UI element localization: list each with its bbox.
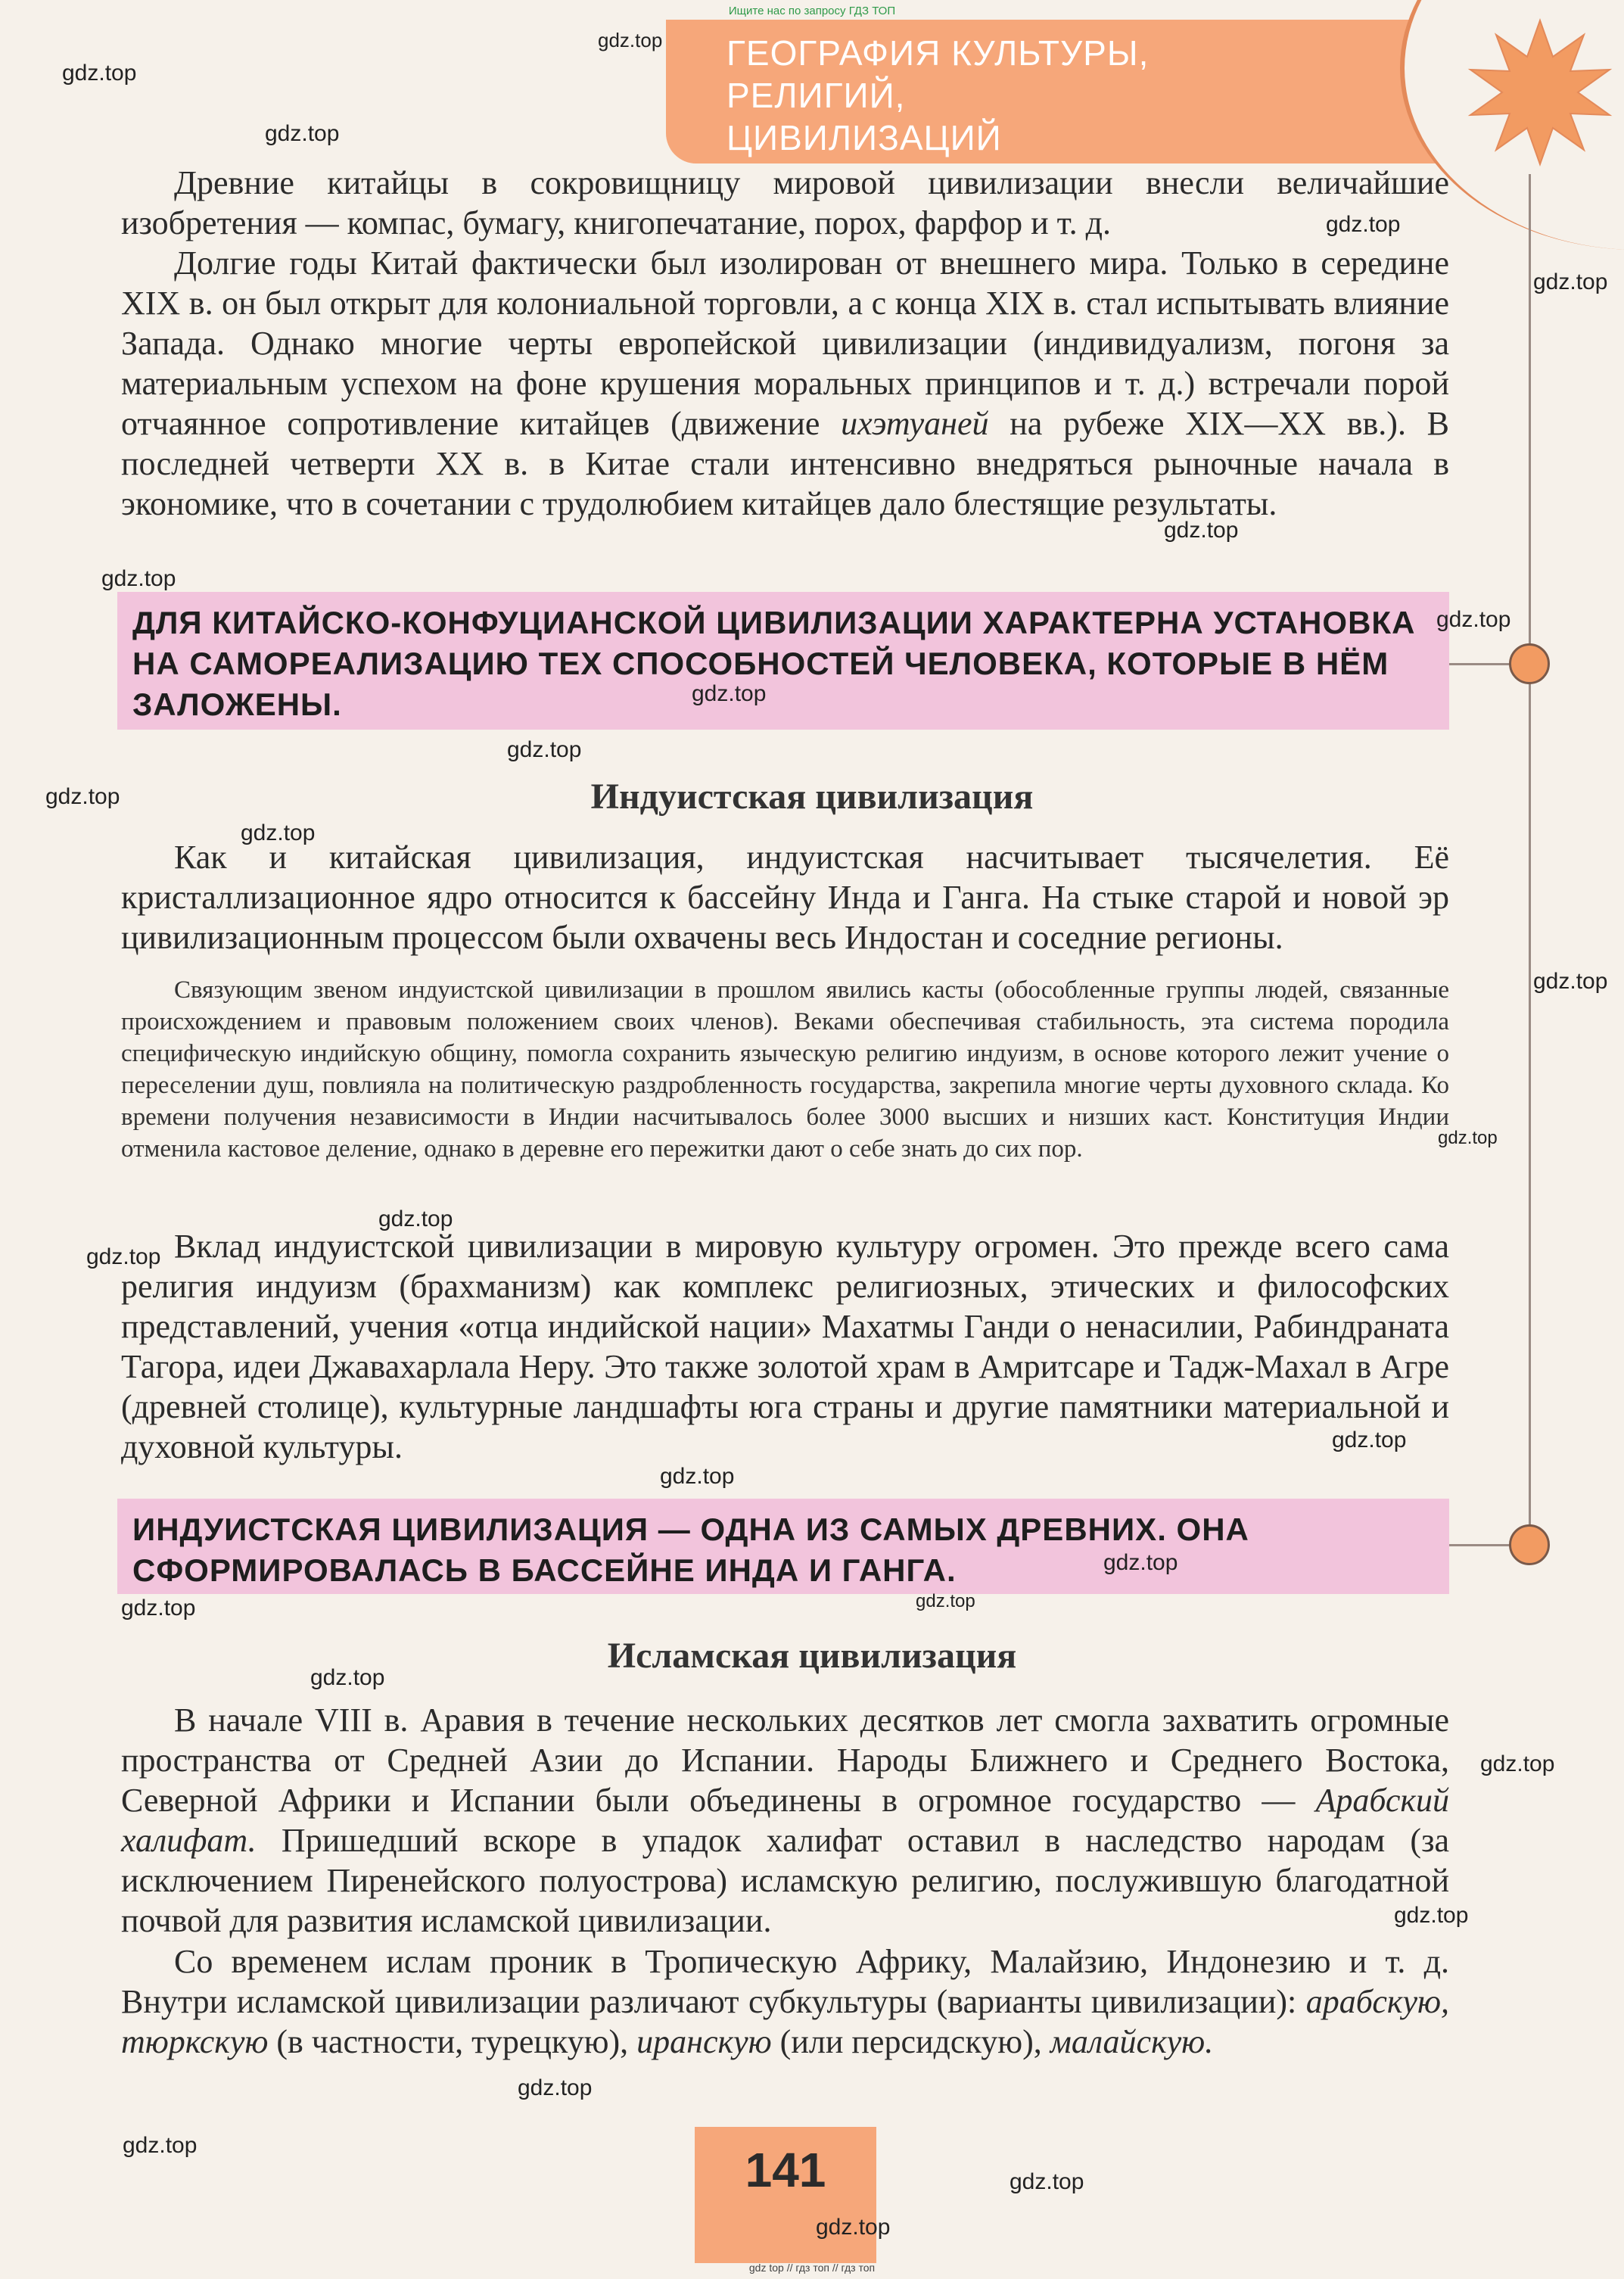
heading-islamic-civilization: Исламская цивилизация — [607, 1636, 1017, 1676]
watermark: gdz.top — [1010, 2169, 1084, 2194]
callout1-marker-dot — [1509, 643, 1550, 684]
watermark: gdz.top — [507, 737, 582, 762]
term-ihetuan: ихэтуаней — [841, 405, 989, 442]
watermark: gdz.top — [1103, 1550, 1178, 1575]
watermark: gdz.top — [265, 121, 340, 146]
chapter-title-line2: ЦИВИЛИЗАЦИЙ — [726, 118, 1002, 157]
watermark: gdz.top — [598, 29, 663, 51]
watermark: gdz.top — [1438, 1128, 1498, 1148]
paragraph-islamic-subcultures: Со временем ислам проник в Тропическую Африку, Малайзию, Индонезию и т. д. Внутри исламской цивилизации различают субкультуры (варианты цивилизации): арабскую, тюркскую (в частности, турецкую), иранскую (или персидскую), малайскую. — [121, 1943, 1449, 2060]
watermark: gdz.top — [660, 1464, 735, 1489]
watermark: gdz.top — [1164, 518, 1239, 543]
watermark: gdz.top — [1533, 969, 1608, 994]
watermark: gdz.top — [121, 1596, 196, 1621]
watermark: gdz.top — [378, 1206, 453, 1231]
margin-timeline-line — [1529, 174, 1531, 1544]
watermark: gdz.top — [1394, 1903, 1469, 1928]
watermark: gdz.top — [86, 1244, 161, 1269]
chapter-title — [726, 32, 1332, 159]
callout-hindu: ИНДУИСТСКАЯ ЦИВИЛИЗАЦИЯ — ОДНА ИЗ САМЫХ ДРЕВНИХ. ОНА СФОРМИРОВАЛАСЬ В БАССЕЙНЕ ИНДА И ГАНГА. — [117, 1499, 1449, 1594]
watermark: gdz.top — [1480, 1751, 1555, 1776]
paragraph-castes: Связующим звеном индуистской цивилизации в прошлом явились касты (обособленные группы людей, связанные происхождением и правовым положением своих членов). Веками обеспечивая стабильность, эта система породила специфическую индийскую общину, помогла сохранить языческую религию индуизм, в основе которого лежит учение о переселении душ, повлияла на политическую раздробленность государства, закрепила многие черты духовного склада. Ко времени получения независимости в Индии насчитывалось более 3000 высших и низших каст. Конституция Индии отменила кастовое деление, однако в деревне его пережитки дают о себе знать до сих пор. — [121, 976, 1449, 1163]
watermark: gdz.top — [1326, 212, 1401, 237]
watermark: gdz.top — [1436, 607, 1511, 632]
heading-hindu-civilization: Индуистская цивилизация — [590, 777, 1034, 817]
term-arab-caliphate: Арабский халифат. — [121, 1782, 1449, 1859]
term-arabic-turkic: арабскую, тюркскую — [121, 1983, 1449, 2060]
star-icon — [1464, 17, 1616, 168]
watermark: gdz.top — [1332, 1427, 1407, 1452]
chapter-title-line1: ГЕОГРАФИЯ КУЛЬТУРЫ, РЕЛИГИЙ, — [726, 33, 1150, 115]
top-search-note: Ищите нас по запросу ГДЗ ТОП — [728, 5, 896, 17]
watermark: gdz.top — [518, 2075, 593, 2100]
callout2-marker-dot — [1509, 1524, 1550, 1565]
watermark: gdz.top — [241, 820, 316, 845]
paragraph-hindu-contribution: Вклад индуистской цивилизации в мировую культуру огромен. Это прежде всего сама религия индуизм (брахманизм) как комплекс религиозных, этических и философских представлений, учения «отца индийской нации» Махатмы Ганди о ненасилии, Рабиндраната Тагора, идеи Джавахарлала Неру. Это также золотой храм в Амритсаре и Тадж-Махал в Агре (древней столице), культурные ландшафты юга страны и другие памятники материальной и духовной культуры. — [121, 1228, 1449, 1465]
bottom-watermark-note: gdz top // гдз топ // гдз топ — [748, 2262, 876, 2274]
paragraph-china-inventions: Древние китайцы в сокровищницу мировой цивилизации внесли величайшие изобретения — компас, бумагу, книгопечатание, порох, фарфор и т. д. — [121, 164, 1449, 241]
paragraph-arab-caliphate: В начале VIII в. Аравия в течение нескольких десятков лет смогла захватить огромные пространства от Средней Азии до Испании. Народы Ближнего и Среднего Востока, Северной Африки и Испании были объединены в огромное государство — Арабский халифат. Пришедший вскоре в упадок халифат оставил в наследство народам (за исключением Пиренейского полуострова) исламскую религию, послужившую благодатной почвой для развития исламской цивилизации. — [121, 1701, 1449, 1939]
paragraph-hindu-origin: Как и китайская цивилизация, индуистская насчитывает тысячелетия. Её кристаллизационное ядро относится к бассейну Инда и Ганга. На стыке старой и новой эр цивилизационным процессом были охвачены весь Индостан и соседние регионы. — [121, 839, 1449, 956]
term-iranian: иранскую — [636, 2023, 772, 2060]
page-number: 141 — [745, 2143, 826, 2197]
paragraph-china-history: Долгие годы Китай фактически был изолирован от внешнего мира. Только в середине XIX в. он был открыт для колониальной торговли, а с конца XIX в. стал испытывать влияние Запада. Однако многие черты европейской цивилизации (индивидуализм, погоня за материальным успехом на фоне крушения моральных принципов и т. д.) встречали порой отчаянное сопротивление китайцев (движение ихэтуаней на рубеже XIX—XX вв.). В последней четверти XX в. в Китае стали интенсивно внедряться рыночные начала в экономике, что в сочетании с трудолюбием китайцев дало блестящие результаты. — [121, 244, 1450, 522]
watermark: gdz.top — [45, 784, 120, 809]
watermark: gdz.top — [123, 2133, 198, 2158]
term-malay: малайскую. — [1050, 2023, 1214, 2060]
watermark: gdz.top — [62, 61, 137, 86]
callout-confucian: ДЛЯ КИТАЙСКО-КОНФУЦИАНСКОЙ ЦИВИЛИЗАЦИИ ХАРАКТЕРНА УСТАНОВКА НА САМОРЕАЛИЗАЦИЮ ТЕХ СПОСОБНОСТЕЙ ЧЕЛОВЕКА, КОТОРЫЕ В НЁМ ЗАЛОЖЕНЫ. — [117, 592, 1449, 730]
watermark: gdz.top — [692, 681, 767, 706]
watermark: gdz.top — [101, 566, 176, 591]
watermark: gdz.top — [916, 1591, 975, 1611]
watermark: gdz.top — [816, 2215, 891, 2240]
watermark: gdz.top — [310, 1665, 385, 1690]
watermark: gdz.top — [1533, 269, 1608, 294]
